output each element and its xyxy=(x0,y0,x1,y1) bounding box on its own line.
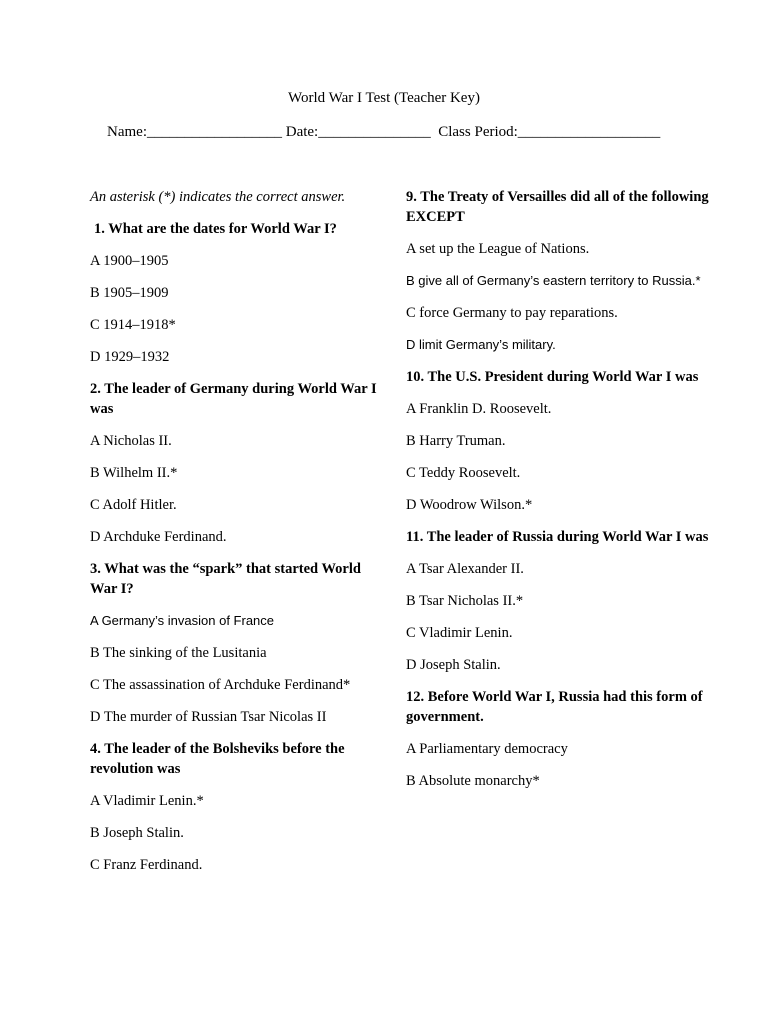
instruction-text: An asterisk (*) indicates the correct answer. xyxy=(90,189,346,205)
answer-option: B give all of Germany’s eastern territory to Russia.* xyxy=(406,273,701,288)
answer-option: D 1929–1932 xyxy=(90,349,170,365)
answer-option: D Joseph Stalin. xyxy=(406,657,501,673)
question-text: 10. The U.S. President during World War I was xyxy=(406,369,699,385)
answer-option: A Nicholas II. xyxy=(90,433,172,449)
question-block xyxy=(90,219,390,367)
answer-option: A Tsar Alexander II. xyxy=(406,561,524,577)
question-block xyxy=(90,379,390,547)
question-block xyxy=(406,367,726,515)
question-block xyxy=(406,527,726,675)
answer-option: C Franz Ferdinand. xyxy=(90,857,203,873)
question-block xyxy=(90,559,390,727)
right-column xyxy=(406,187,726,803)
question-text: 4. The leader of the Bolsheviks before the revolution was xyxy=(90,741,345,777)
answer-option: A Parliamentary democracy xyxy=(406,741,568,757)
answer-option: C The assassination of Archduke Ferdinand* xyxy=(90,677,351,693)
answer-option: D The murder of Russian Tsar Nicolas II xyxy=(90,709,327,725)
answer-option: B Absolute monarchy* xyxy=(406,773,540,789)
page-title: World War I Test (Teacher Key) xyxy=(288,90,480,106)
student-info-line: Name:__________________ Date:_______________ Class Period:___________________ xyxy=(107,124,661,140)
answer-option: B Joseph Stalin. xyxy=(90,825,184,841)
answer-option: C Adolf Hitler. xyxy=(90,497,177,513)
answer-option: A Franklin D. Roosevelt. xyxy=(406,401,552,417)
answer-option: B The sinking of the Lusitania xyxy=(90,645,267,661)
answer-option: C 1914–1918* xyxy=(90,317,176,333)
answer-option: C force Germany to pay reparations. xyxy=(406,305,618,321)
answer-option: D Archduke Ferdinand. xyxy=(90,529,227,545)
question-text: 2. The leader of Germany during World War I was xyxy=(90,381,377,417)
answer-option: D Woodrow Wilson.* xyxy=(406,497,533,513)
question-block xyxy=(406,687,726,791)
answer-option: B Harry Truman. xyxy=(406,433,506,449)
question-text: 3. What was the “spark” that started World War I? xyxy=(90,561,361,597)
answer-option: B 1905–1909 xyxy=(90,285,169,301)
question-block xyxy=(90,739,390,875)
answer-option: A Vladimir Lenin.* xyxy=(90,793,204,809)
question-text: 11. The leader of Russia during World War I was xyxy=(406,529,709,545)
question-block xyxy=(406,187,726,355)
answer-option: A 1900–1905 xyxy=(90,253,169,269)
answer-option: A Germany’s invasion of France xyxy=(90,613,275,628)
answer-option: D limit Germany’s military. xyxy=(406,337,556,352)
left-column xyxy=(90,187,390,887)
answer-option: C Vladimir Lenin. xyxy=(406,625,513,641)
answer-option: C Teddy Roosevelt. xyxy=(406,465,521,481)
question-text: 9. The Treaty of Versailles did all of the following EXCEPT xyxy=(406,189,709,225)
answer-option: B Wilhelm II.* xyxy=(90,465,178,481)
question-text: 12. Before World War I, Russia had this form of government. xyxy=(406,689,703,725)
answer-option: A set up the League of Nations. xyxy=(406,241,590,257)
question-text: 1. What are the dates for World War I? xyxy=(94,221,337,237)
answer-option: B Tsar Nicholas II.* xyxy=(406,593,524,609)
